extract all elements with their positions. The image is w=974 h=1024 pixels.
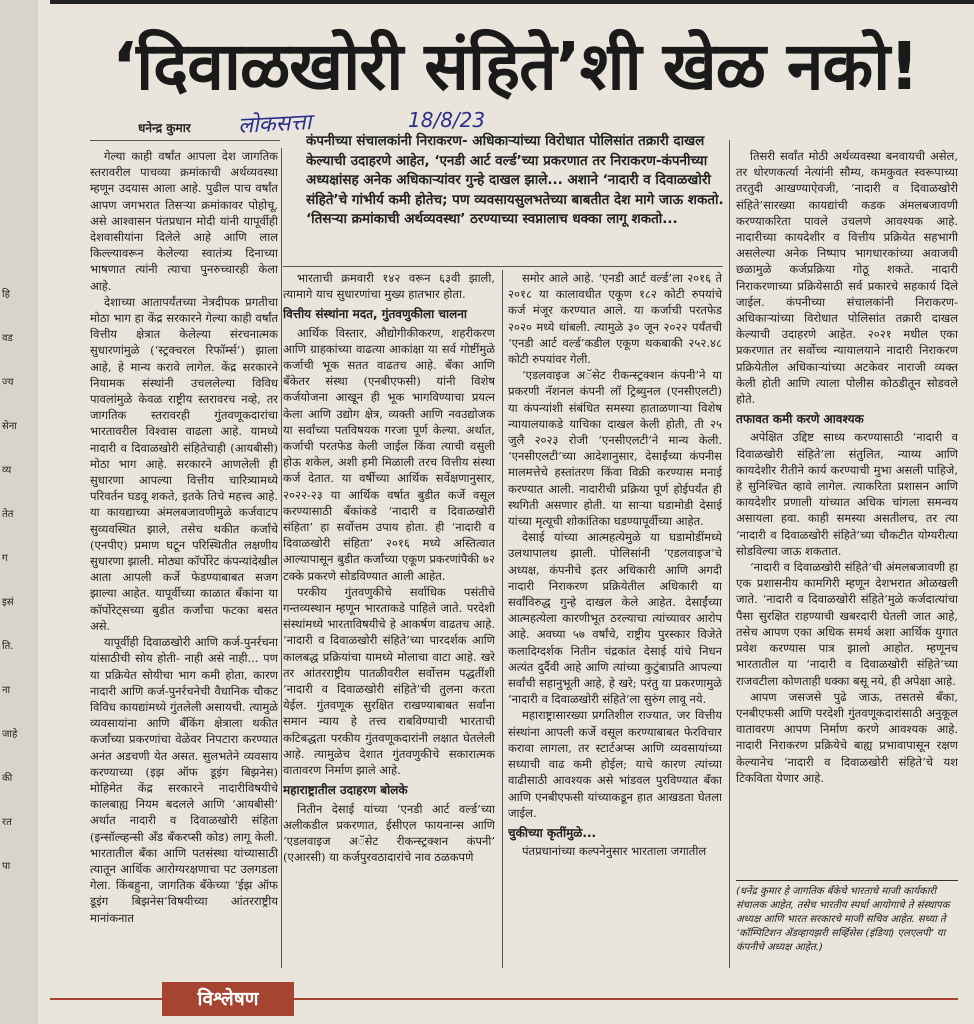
headline: ‘दिवाळखोरी संहिते’शी खेळ नको!	[112, 28, 919, 105]
article-paragraph: यापूर्वीही दिवाळखोरी आणि कर्ज-पुनर्रचना यांसाठीची सोय होती- नाही असे नाही... पण या प्रक्रियेत सोयीचा भाग कमी होता, कारण नादारी आणि कर्ज-पुनर्रचनेची वैधानिक चौकट विविध कायद्यांमध्ये गुंतलेली असायची. त्यामुळे व्यवसायांना आणि बँकिंग क्षेत्राला थकीत कर्जांच्या प्रकरणांचा वेळेवर निपटारा करण्यात अनंत अडचणी येत असत. सुलभतेने व्यवसाय करण्याच्या (इझ ऑफ डूइंग बिझनेस) मोहिमेत केंद्र सरकारने नादारीविषयीचे कालबाह्य नियम बदलले आणि ‘आयबीसी’ अर्थात नादारी व दिवाळखोरी संहिता (इन्सॉल्व्हन्सी अँड बँकरप्सी कोड) लागू केली. भारतातील बँका आणि पतसंस्था यांच्यासाठी त्यातून आर्थिक आरोग्यरक्षणाचा पट उलगडला गेला. किंबहुना, जागतिक बँकेच्या ‘ईझ ऑफ डूइंग बिझनेस’विषयीच्या आंतरराष्ट्रीय मानांकनात	[90, 635, 278, 925]
article-paragraph: समोर आले आहे. ‘एनडी आर्ट वर्ल्ड’ला २०१६ ते २०१८ या कालावधीत एकूण १८२ कोटी रुपयांचे कर्ज मंजूर करण्यात आले. या कर्जाची परतफेड २०२० मध्ये थांबली. त्यामुळे ३० जून २०२२ पर्यंतची ‘एनडी आर्ट वर्ल्ड’कडील एकूण थकबाकी २५२.४८ कोटी रुपयांवर गेली.	[508, 271, 722, 367]
adjacent-text-fragment: वड	[2, 333, 13, 344]
article-paragraph: आर्थिक विस्तार, औद्योगीकीकरण, शहरीकरण आणि ग्राहकांच्या वाढत्या आकांक्षा या सर्व गोष्टींमुळे कर्जाची भूक सतत वाढतच आहे. बँका आणि बँकेतर संस्था (एनबीएफसी) यांनी विशेष कर्जयोजना आखून ही भूक भागविण्याचा प्रयत्न केला आणि उद्योग क्षेत्र, व्यक्ती आणि नवउद्योजक या सर्वांच्या पतविषयक गरजा पूर्ण केल्या. अर्थात, कर्जाची परतफेड केली जाईल किंवा त्याची वसुली होऊ शकेल, अशी हमी मिळाली तरच वित्तीय संस्था कर्ज देतात. या वर्षीच्या आर्थिक सर्वेक्षणानुसार, २०२२-२३ या आर्थिक वर्षात बुडीत कर्जे वसूल करण्यासाठी बँकांकडे ‘नादारी व दिवाळखोरी संहिता’ हा सर्वोत्तम उपाय होता. ही ‘नादारी व दिवाळखोरी संहिता’ २०१६ मध्ये अस्तित्वात आल्यापासून बुडीत कर्जांच्या एकूण प्रकरणांपैकी ७२ टक्के प्रकरणे सोडविण्यात आली आहेत.	[283, 325, 495, 583]
column-divider	[281, 148, 282, 968]
article-paragraph: ‘नादारी व दिवाळखोरी संहिते’ची अंमलबजावणी हा एक प्रशासनीय कामगिरी म्हणून देशभरात ओळखली जाते. ‘नादारी व दिवाळखोरी संहिते’मुळे कर्जदात्यांचा पैसा सुरक्षित राहण्याची खबरदारी घेतली जात आहे, तसेच आपण एका अधिक समर्थ अशा आर्थिक युगात प्रवेश करण्यास पात्र झालो आहोत. म्हणूनच भारतातील या ‘नादारी व दिवाळखोरी संहिते’च्या राजवटीला कोणताही धक्का बसू नये, ही अपेक्षा आहे.	[736, 560, 958, 688]
section-tag: विश्लेषण	[162, 982, 294, 1016]
article-intro: कंपनीच्या संचालकांनी निराकरण- अधिकाऱ्यांच्या विरोधात पोलिसांत तक्रारी दाखल केल्याची उदाहरणे आहेत, ‘एनडी आर्ट वर्ल्ड’च्या प्रकरणात तर निराकरण-कंपनीच्या अध्यक्षांसह अनेक अधिकाऱ्यांवर गुन्हे दाखल झाले... अशाने ‘नादारी व दिवाळखोरी संहिते’चे गांभीर्य कमी होतेच; पण व्यवसायसुलभतेच्या बाबतीत देश मागे जाऊ शकतो. ‘तिसऱ्या क्रमांकाची अर्थव्यवस्था’ ठरण्याच्या स्वप्नालाच धक्का लागू शकतो...	[306, 133, 724, 227]
intro-rule	[283, 266, 723, 267]
adjacent-text-fragment: ति.	[2, 641, 14, 652]
article-paragraph: देसाई यांच्या आत्महत्येमुळे या घडामोडींमध्ये उलथापालथ झाली. पोलिसांनी ‘एडलवाइज’चे अध्यक्ष, कंपनीचे इतर अधिकारी आणि अगदी नादारी निराकरण प्रक्रियेतील अधिकारी या सर्वांविरुद्ध गुन्हे दाखल केले आहेत. देसाईंच्या आत्महत्येला कारणीभूत ठरल्याचा त्यांच्यावर आरोप आहे. अवघ्या ५७ वर्षांचे, राष्ट्रीय पुरस्कार विजेते कलादिग्दर्शक नितीन चंद्रकांत देसाई यांचे निधन अत्यंत दुर्दैवी आहे आणि त्यांच्या कुटुंबाप्रति आपल्या सर्वांची सहानुभूती आहे, हे खरे; परंतु या प्रकरणामुळे ‘नादारी व दिवाळखोरी संहिते’ला सुरुंग लावू नये.	[508, 530, 722, 707]
article-paragraph: ‘एडलवाइज अॅसेट रीकन्स्ट्रक्शन कंपनी’ने या प्रकरणी नॅशनल कंपनी लॉ ट्रिब्युनल (एनसीएलटी) या कंपन्यांशी संबंधित समस्या हाताळणाऱ्या विशेष न्यायालयाकडे याचिका दाखल केली होती, ती २५ जुलै २०२३ रोजी ‘एनसीएलटी’ने मान्य केली. ‘एनसीएलटी’च्या आदेशानुसार, देसाईंच्या कंपनीस मालमत्तेचे हस्तांतरण किंवा विक्री करण्यास मनाई करण्यात आली. नादारीची प्रक्रिया पूर्ण होईपर्यंत ही स्थगिती असणार होती. या साऱ्या घडामोडी देसाई यांच्या मृत्यूची शोकांतिका घडण्यापूर्वीच्या आहेत.	[508, 368, 722, 529]
adjacent-text-fragment: रत	[2, 817, 12, 828]
byline-rule	[90, 140, 280, 141]
article-paragraph: भारताची क्रमवारी १४२ वरून ६३वी झाली, त्यामागे याच सुधारणांचा मुख्य हातभार होता.	[283, 271, 495, 302]
adjacent-text-fragment: की	[2, 773, 13, 784]
handwritten-paper-name: लोकसत्ता	[237, 110, 312, 139]
adjacent-text-fragment: तेत	[2, 509, 14, 520]
column-divider	[729, 140, 730, 968]
adjacent-text-fragment: व्य	[2, 465, 12, 476]
adjacent-text-fragment: जाहे	[2, 729, 18, 740]
article-paragraph: तिसरी सर्वांत मोठी अर्थव्यवस्था बनवायची असेल, तर धोरणकर्त्या नेत्यांनी सौम्य, कमकुवत स्वरूपाच्या तरतुदी आखण्याऐवजी, ‘नादारी व दिवाळखोरी संहिते’सारख्या कायद्यांची कडक अंमलबजावणी करण्याकरिता पावले उचलणे आवश्यक आहे. नादारीच्या कायदेशीर व वित्तीय प्रक्रियेत सहभागी असलेल्या अनेक निष्पाप भागधारकांच्या अवाजवी छळामुळे कर्जप्रक्रिया गोठू शकते. नादारी निराकरणाच्या प्रक्रियेसाठी सर्व प्रकारचे सहकार्य दिले जाईल. कंपनीच्या संचालकांनी निराकरण- अधिकाऱ्यांच्या विरोधात पोलिसांत तक्रारी दाखल केल्याची उदाहरणे आहेत. २०२१ मधील एका प्रकरणात तर सर्वोच्च न्यायालयाने नादारी निराकरण प्रक्रियेतील अधिकाऱ्यांच्या अटकेवर नाराजी व्यक्त केली होती आणि त्याला पोलीस कोठडीतून सोडवले होते.	[736, 149, 958, 407]
author-footnote: (धनेंद्र कुमार हे जागतिक बँकेचे भारताचे माजी कार्यकारी संचालक आहेत, तसेच भारतीय स्पर्धा आयोगाचे ते संस्थापक अध्यक्ष आणि भारत सरकारचे माजी सचिव आहेत. सध्या ते ‘कॉम्पिटिशन ॲडव्हायझरी सर्व्हिसेस (इंडिया) एलएलपी’ या कंपनीचे अध्यक्ष आहेत.)	[736, 880, 958, 985]
article-subheading: तफावत कमी करणे आवश्यक	[736, 412, 864, 427]
adjacent-text-fragment: पा	[2, 861, 11, 872]
handwritten-date: 18/8/23	[408, 108, 486, 132]
article-paragraph: गेल्या काही वर्षांत आपला देश जागतिक स्तरावरील पाचव्या क्रमांकाची अर्थव्यवस्था म्हणून उदयास आला आहे. पुढील पाच वर्षांत आपण जगभरात तिसऱ्या क्रमांकावर पोहोचू, असे आश्वासन पंतप्रधान मोदी यांनी यापूर्वीही देशवासीयांना दिलेले आहे आणि लाल किल्ल्यावरून केलेल्या स्वातंत्र्य दिनाच्या भाषणात त्यांनी त्याचा पुनरुच्चारही केला आहे.	[90, 149, 278, 293]
article-paragraph: आपण जसजसे पुढे जाऊ, तसतसे बँका, एनबीएफसी आणि परदेशी गुंतवणूकदारांसाठी अनुकूल वातावरण आपण निर्माण करणे आवश्यक आहे. नादारी निराकरण प्रक्रियेचे बाह्य प्रभावापासून रक्षण केल्यानेच ‘नादारी व दिवाळखोरी संहिते’चे यश टिकविता येणार आहे.	[736, 689, 958, 785]
article-column-3	[508, 270, 722, 966]
article-column-1	[90, 148, 278, 966]
article-subheading: महाराष्ट्रातील उदाहरण बोलके	[283, 783, 408, 798]
adjacent-text-fragment: ग	[2, 553, 8, 564]
article-paragraph: नितीन देसाई यांच्या ‘एनडी आर्ट वर्ल्ड’च्या अलीकडील प्रकरणात, ईसीएल फायनान्स आणि ‘एडलवाइज अॅसेट रीकन्स्ट्रक्शन कंपनी’ (एआरसी) या कर्जपुरवठादारांचे नाव ठळकपणे	[283, 801, 495, 865]
article-paragraph: महाराष्ट्रासारख्या प्रगतिशील राज्यात, जर वित्तीय संस्थांना आपली कर्जे वसूल करण्याबाबत फेरविचार करावा लागला, तर स्टार्टअप्स आणि व्यवसायांच्या सध्याची वाढ कमी होईल; याचे कारण त्यांच्या वाढीसाठी आवश्यक असे भांडवल पुरविण्यात बँका आणि एनबीएफसी यांच्याकडून हात आखडता घेतला जाईल.	[508, 708, 722, 820]
article-column-4	[736, 148, 958, 874]
adjacent-text-fragment: सेना	[2, 421, 17, 432]
adjacent-text-fragment: हि	[2, 289, 10, 300]
section-rule	[50, 998, 162, 1000]
column-divider	[502, 270, 503, 968]
adjacent-page-strip	[0, 0, 38, 1024]
section-rule	[294, 998, 958, 1000]
article-subheading: वित्तीय संस्थांना मदत, गुंतवणुकीला चालना	[283, 307, 468, 322]
adjacent-text-fragment: इसं	[2, 597, 14, 608]
article-paragraph: देशाच्या आतापर्यंतच्या नेत्रदीपक प्रगतीचा मोठा भाग हा केंद्र सरकारने गेल्या काही वर्षांत वित्तीय क्षेत्रात केलेल्या संरचनात्मक सुधारणांमुळे (‘स्ट्रक्चरल रिफॉर्म्स’) झाला आहे, हे मान्य करावे लागेल. केंद्र सरकारने नियामक संस्थांनी उचललेल्या विविध पावलांमुळे केवळ राष्ट्रीय स्तरावरच नव्हे, तर जागतिक स्तरावरही गुंतवणूकदारांचा भारतावरील विश्वास वाढला आहे. यामध्ये नादारी व दिवाळखोरी संहितेचाही (आयबीसी) मोठा भाग आहे. सरकारने आणलेली ही सुधारणा आपल्या वित्तीय चारित्र्यामध्ये परिवर्तन घडवू शकते, इतके तिचे महत्त्व आहे. या कायद्याच्या अंमलबजावणीमुळे कर्जवाटप सुव्यवस्थित झाले, तसेच थकीत कर्जांचे (एनपीए) प्रमाण घटून परिस्थितीत लक्षणीय सुधारणा झाली. मोठ्या कॉर्पोरेट कंपन्यांदेखील आता आपली कर्जे फेडण्याबाबत सजग झाल्या आहेत. यापूर्वीच्या काळात बँकांना या कॉर्पोरेट्सच्या बुडीत कर्जांचा फटका बसत असे.	[90, 294, 278, 633]
adjacent-text-fragment: ना	[2, 685, 11, 696]
article-paragraph: पंतप्रधानांच्या कल्पनेनुसार भारताला जगातील	[522, 844, 707, 859]
article-column-2	[283, 270, 495, 966]
article-subheading: चुकीच्या कृतींमुळे...	[508, 825, 597, 840]
adjacent-text-fragment: ज्य	[2, 377, 14, 388]
article-paragraph: परकीय गुंतवणुकीचे सर्वाधिक पसंतीचे गन्तव्यस्थान म्हणून भारताकडे पाहिले जाते. परदेशी संस्थांमध्ये भारताविषयीचे हे आकर्षण वाढतच आहे. ‘नादारी व दिवाळखोरी संहिते’च्या पारदर्शक आणि कालबद्ध प्रक्रियांचा यामध्ये मोलाचा वाटा आहे. खरे तर आंतरराष्ट्रीय पातळीवरील सर्वोत्तम पद्धतींशी ‘नादारी व दिवाळखोरी संहिते’ची तुलना करता येईल. गुंतवणूक सुरक्षित राखण्याबाबत सर्वांना समान न्याय हे तत्त्व राबविण्याची भारताची कटिबद्धता परकीय गुंतवणूकदारांनी लक्षात घेतलेली आहे. त्यामुळेच देशात गुंतवणुकीचे सकारात्मक वातावरण निर्माण झाले आहे.	[283, 584, 495, 778]
byline: धनेन्द्र कुमार	[138, 121, 191, 135]
article-paragraph: अपेक्षित उद्दिष्ट साध्य करण्यासाठी ‘नादारी व दिवाळखोरी संहिते’ला संतुलित, न्याय्य आणि कायदेशीर रीतीने कार्य करण्याची मुभा असली पाहिजे, हे सुनिश्चित व्हावे लागेल. त्याकरिता प्रशासन आणि कायदेशीर प्रणाली यांच्यात अधिक चांगला समन्वय असायला हवा. काही समस्या असतीलच, तर त्या ‘नादारी व दिवाळखोरी संहिते’च्या चौकटीत योग्यरीत्या सोडविल्या जाऊ शकतात.	[736, 430, 958, 558]
top-rule	[50, 0, 974, 4]
